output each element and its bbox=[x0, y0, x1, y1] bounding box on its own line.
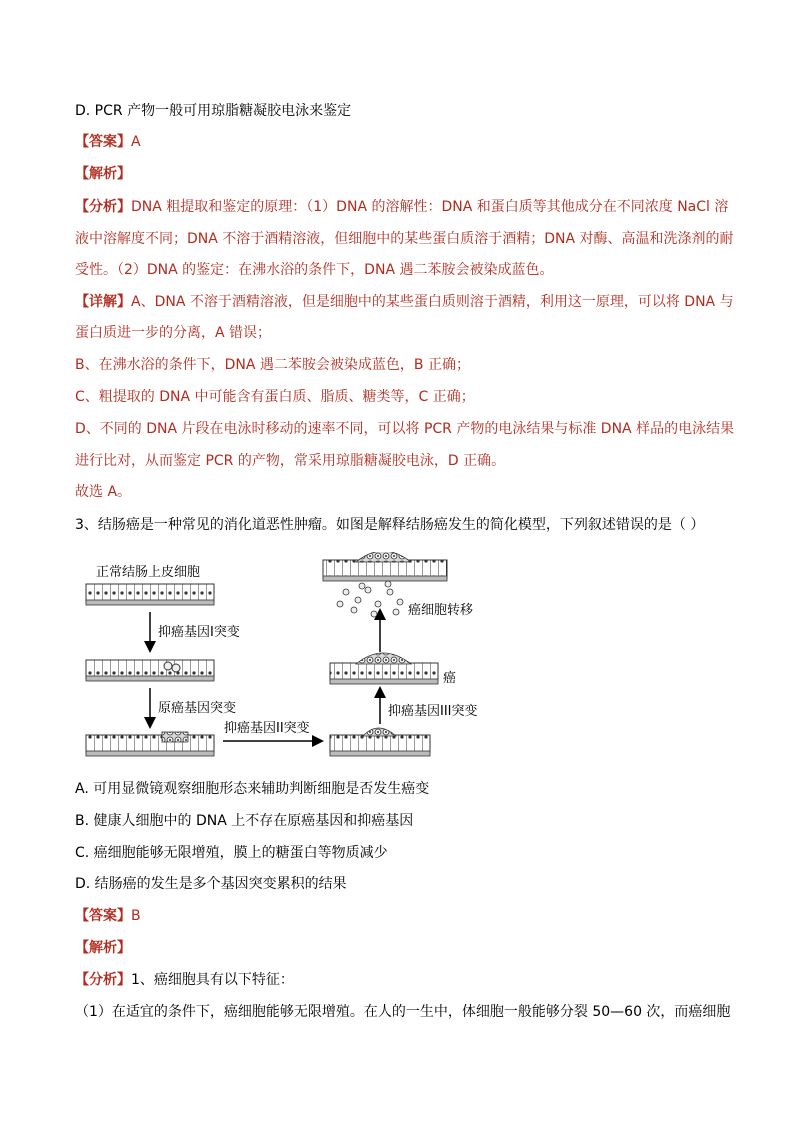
xiangjie-line-1 bbox=[75, 292, 734, 312]
label-step2: 原癌基因突变 bbox=[158, 701, 237, 716]
option-d: D. 结肠癌的发生是多个基因突变累积的结果 bbox=[75, 876, 347, 892]
fenxi-tag-q3: 【分析】 bbox=[75, 972, 131, 988]
question-3-stem: 3、结肠癌是一种常见的消化道恶性肿瘤。如图是解释结肠癌发生的简化模型，下列叙述错误的是（ ） bbox=[75, 517, 705, 533]
analysis-tag-line-q3 bbox=[75, 938, 131, 958]
option-a: A. 可用显微镜观察细胞形态来辅助判断细胞是否发生癌变 bbox=[75, 781, 430, 797]
answer-value: A bbox=[131, 134, 141, 150]
analysis-tag-line bbox=[75, 164, 131, 184]
label-step1: 抑癌基因I突变 bbox=[158, 625, 240, 640]
epithelium-cancer bbox=[330, 653, 438, 684]
option-b: B. 健康人细胞中的 DNA 上不存在原癌基因和抑癌基因 bbox=[75, 813, 414, 829]
fenxi-line-1 bbox=[75, 197, 728, 217]
epithelium-step1 bbox=[86, 660, 214, 681]
answer-line bbox=[75, 132, 141, 152]
label-step4: 抑癌基因III突变 bbox=[388, 704, 478, 719]
fenxi-line-q3-2: （1）在适宜的条件下，癌细胞能够无限增殖。在人的一生中，体细胞一般能够分裂 50—60 次，而癌细胞 bbox=[75, 1004, 731, 1020]
option-d-prev: D. PCR 产物一般可用琼脂糖凝胶电泳来鉴定 bbox=[75, 103, 352, 119]
label-step3: 抑癌基因II突变 bbox=[224, 721, 310, 736]
detail-line-b: B、在沸水浴的条件下，DNA 遇二苯胺会被染成蓝色，B 正确； bbox=[75, 357, 470, 373]
colon-cancer-diagram bbox=[78, 552, 518, 767]
fenxi-text-1: DNA 粗提取和鉴定的原理：（1）DNA 的溶解性：DNA 和蛋白质等其他成分在不同浓度 NaCl 溶 bbox=[131, 199, 729, 215]
fenxi-line-3: 受性。（2）DNA 的鉴定：在沸水浴的条件下，DNA 遇二苯胺会被染成蓝色。 bbox=[75, 262, 554, 278]
answer-line-q3 bbox=[75, 906, 141, 926]
label-normal: 正常结肠上皮细胞 bbox=[96, 565, 201, 580]
normal-epithelium bbox=[86, 584, 214, 605]
label-cancer: 癌 bbox=[443, 671, 457, 686]
xiangjie-tag: 【详解】 bbox=[75, 294, 131, 310]
option-c: C. 癌细胞能够无限增殖，膜上的糖蛋白等物质减少 bbox=[75, 845, 388, 861]
fenxi-text-q3-1: 1、癌细胞具有以下特征： bbox=[131, 972, 294, 988]
epithelium-step2 bbox=[86, 732, 214, 756]
fenxi-line-2: 液中溶解度不同；DNA 不溶于酒精溶液，但细胞中的某些蛋白质溶于酒精；DNA 对酶、高温和洗涤剂的耐 bbox=[75, 231, 734, 247]
xiangjie-text-1: A、DNA 不溶于酒精溶液，但是细胞中的某些蛋白质则溶于酒精，利用这一原理，可以将 DNA 与 bbox=[131, 294, 734, 310]
answer-tag: 【答案】 bbox=[75, 134, 131, 150]
analysis-tag: 【解析】 bbox=[75, 166, 131, 182]
fenxi-tag: 【分析】 bbox=[75, 199, 131, 215]
answer-value-q3: B bbox=[131, 908, 141, 924]
analysis-tag-q3: 【解析】 bbox=[75, 940, 131, 956]
conclusion-line: 故选 A。 bbox=[75, 484, 132, 500]
xiangjie-line-2: 蛋白质进一步的分离，A 错误； bbox=[75, 325, 272, 341]
answer-tag-q3: 【答案】 bbox=[75, 908, 131, 924]
label-metastasis: 癌细胞转移 bbox=[408, 603, 474, 618]
detail-line-c: C、粗提取的 DNA 中可能含有蛋白质、脂质、糖类等，C 正确； bbox=[75, 389, 475, 405]
epithelium-step3 bbox=[330, 728, 430, 756]
detail-line-d2: 进行比对，从而鉴定 PCR 的产物，常采用琼脂糖凝胶电泳，D 正确。 bbox=[75, 453, 506, 469]
fenxi-line-q3-1 bbox=[75, 970, 294, 990]
detail-line-d1: D、不同的 DNA 片段在电泳时移动的速率不同，可以将 PCR 产物的电泳结果与标准 DNA 样品的电泳结果 bbox=[75, 421, 735, 437]
